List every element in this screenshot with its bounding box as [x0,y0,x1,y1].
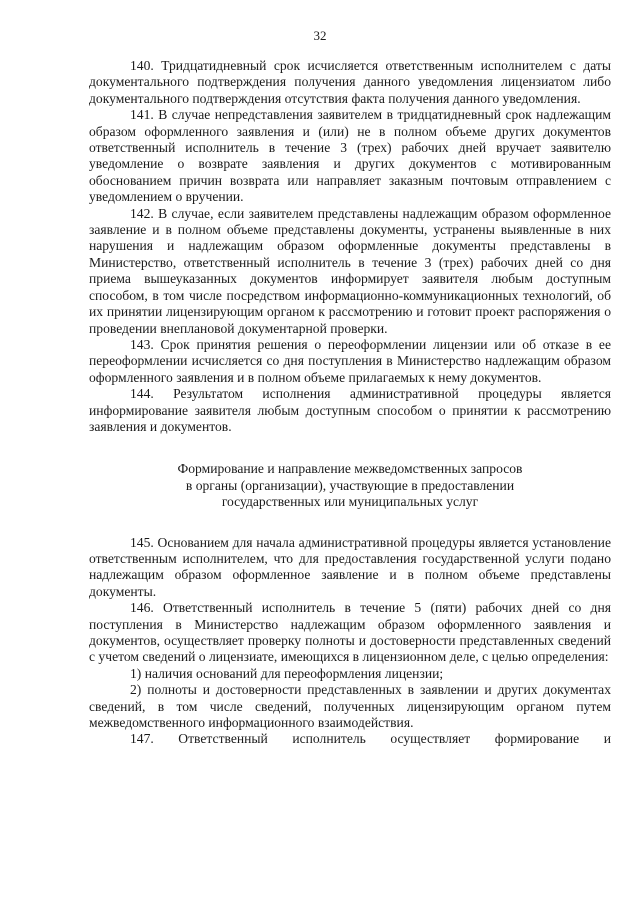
paragraph-142: 142. В случае, если заявителем представлены надлежащим образом оформленное заявление и в полном объеме представлены документы, устранены выявленные в них нарушения и надлежащим образом оформленные документы представлены в Министерство, ответственный исполнитель в течение 3 (трех) рабочих дней со дня приема вышеуказанных документов информирует заявителя любым доступным способом, в том числе посредством информационно-коммуникационных технологий, об их принятии лицензирующим органом к рассмотрению и готовит проект распоряжения о проведении внеплановой документарной проверки. [89,205,611,336]
section-heading [89,461,611,510]
list-item-2: 2) полноты и достоверности представленных в заявлении и других документах сведений, в том числе сведений, полученных лицензирующим органом путем межведомственного информационного взаимодействия. [89,682,611,731]
document-body [89,58,611,748]
section-heading-line: государственных или муниципальных услуг [221,494,479,510]
page-number: 32 [313,28,327,43]
paragraph-140: 140. Тридцатидневный срок исчисляется ответственным исполнителем с даты документального подтверждения получения данного уведомления лицензиатом либо документального подтверждения отсутствия факта получения данного уведомления. [89,58,611,106]
paragraph-143: 143. Срок принятия решения о переоформлении лицензии или об отказе в ее переоформлении исчисляется со дня поступления в Министерство надлежащим образом оформленного заявления и в полном объеме прилагаемых к нему документов. [89,336,611,385]
paragraph-144: 144. Результатом исполнения административной процедуры является информирование заявителя любым доступным способом о принятии к рассмотрению заявления и документов. [89,386,611,434]
paragraph-141: 141. В случае непредставления заявителем в тридцатидневный срок надлежащим образом оформленного заявления и (или) не в полном объеме других документов ответственный исполнитель в течение 3 (трех) рабочих дней вручает заявителю уведомление о возврате заявления и других документов с мотивированным обоснованием причин возврата или направляет заказным почтовым отправлением с уведомлением о вручении. [89,107,611,205]
paragraph-147: 147. Ответственный исполнитель осуществляет формирование и [130,731,611,747]
paragraph-146: 146. Ответственный исполнитель в течение 5 (пяти) рабочих дней со дня поступления в Министерство надлежащим образом оформленного заявления и документов, осуществляет проверку полноты и достоверности представленных сведений с учетом сведений о лицензиате, имеющихся в лицензионном деле, с целью определения: [89,600,611,665]
section-heading-line: в органы (организации), участвующие в предоставлении [185,477,515,493]
section-heading-line: Формирование и направление межведомственных запросов [177,461,523,477]
paragraph-145: 145. Основанием для начала административной процедуры является установление ответственным исполнителем, что для предоставления государственной услуги подано надлежащим образом оформленное заявление и в полном объеме представлены документы. [89,534,611,599]
list-item-1: 1) наличия оснований для переоформления лицензии; [130,665,444,681]
